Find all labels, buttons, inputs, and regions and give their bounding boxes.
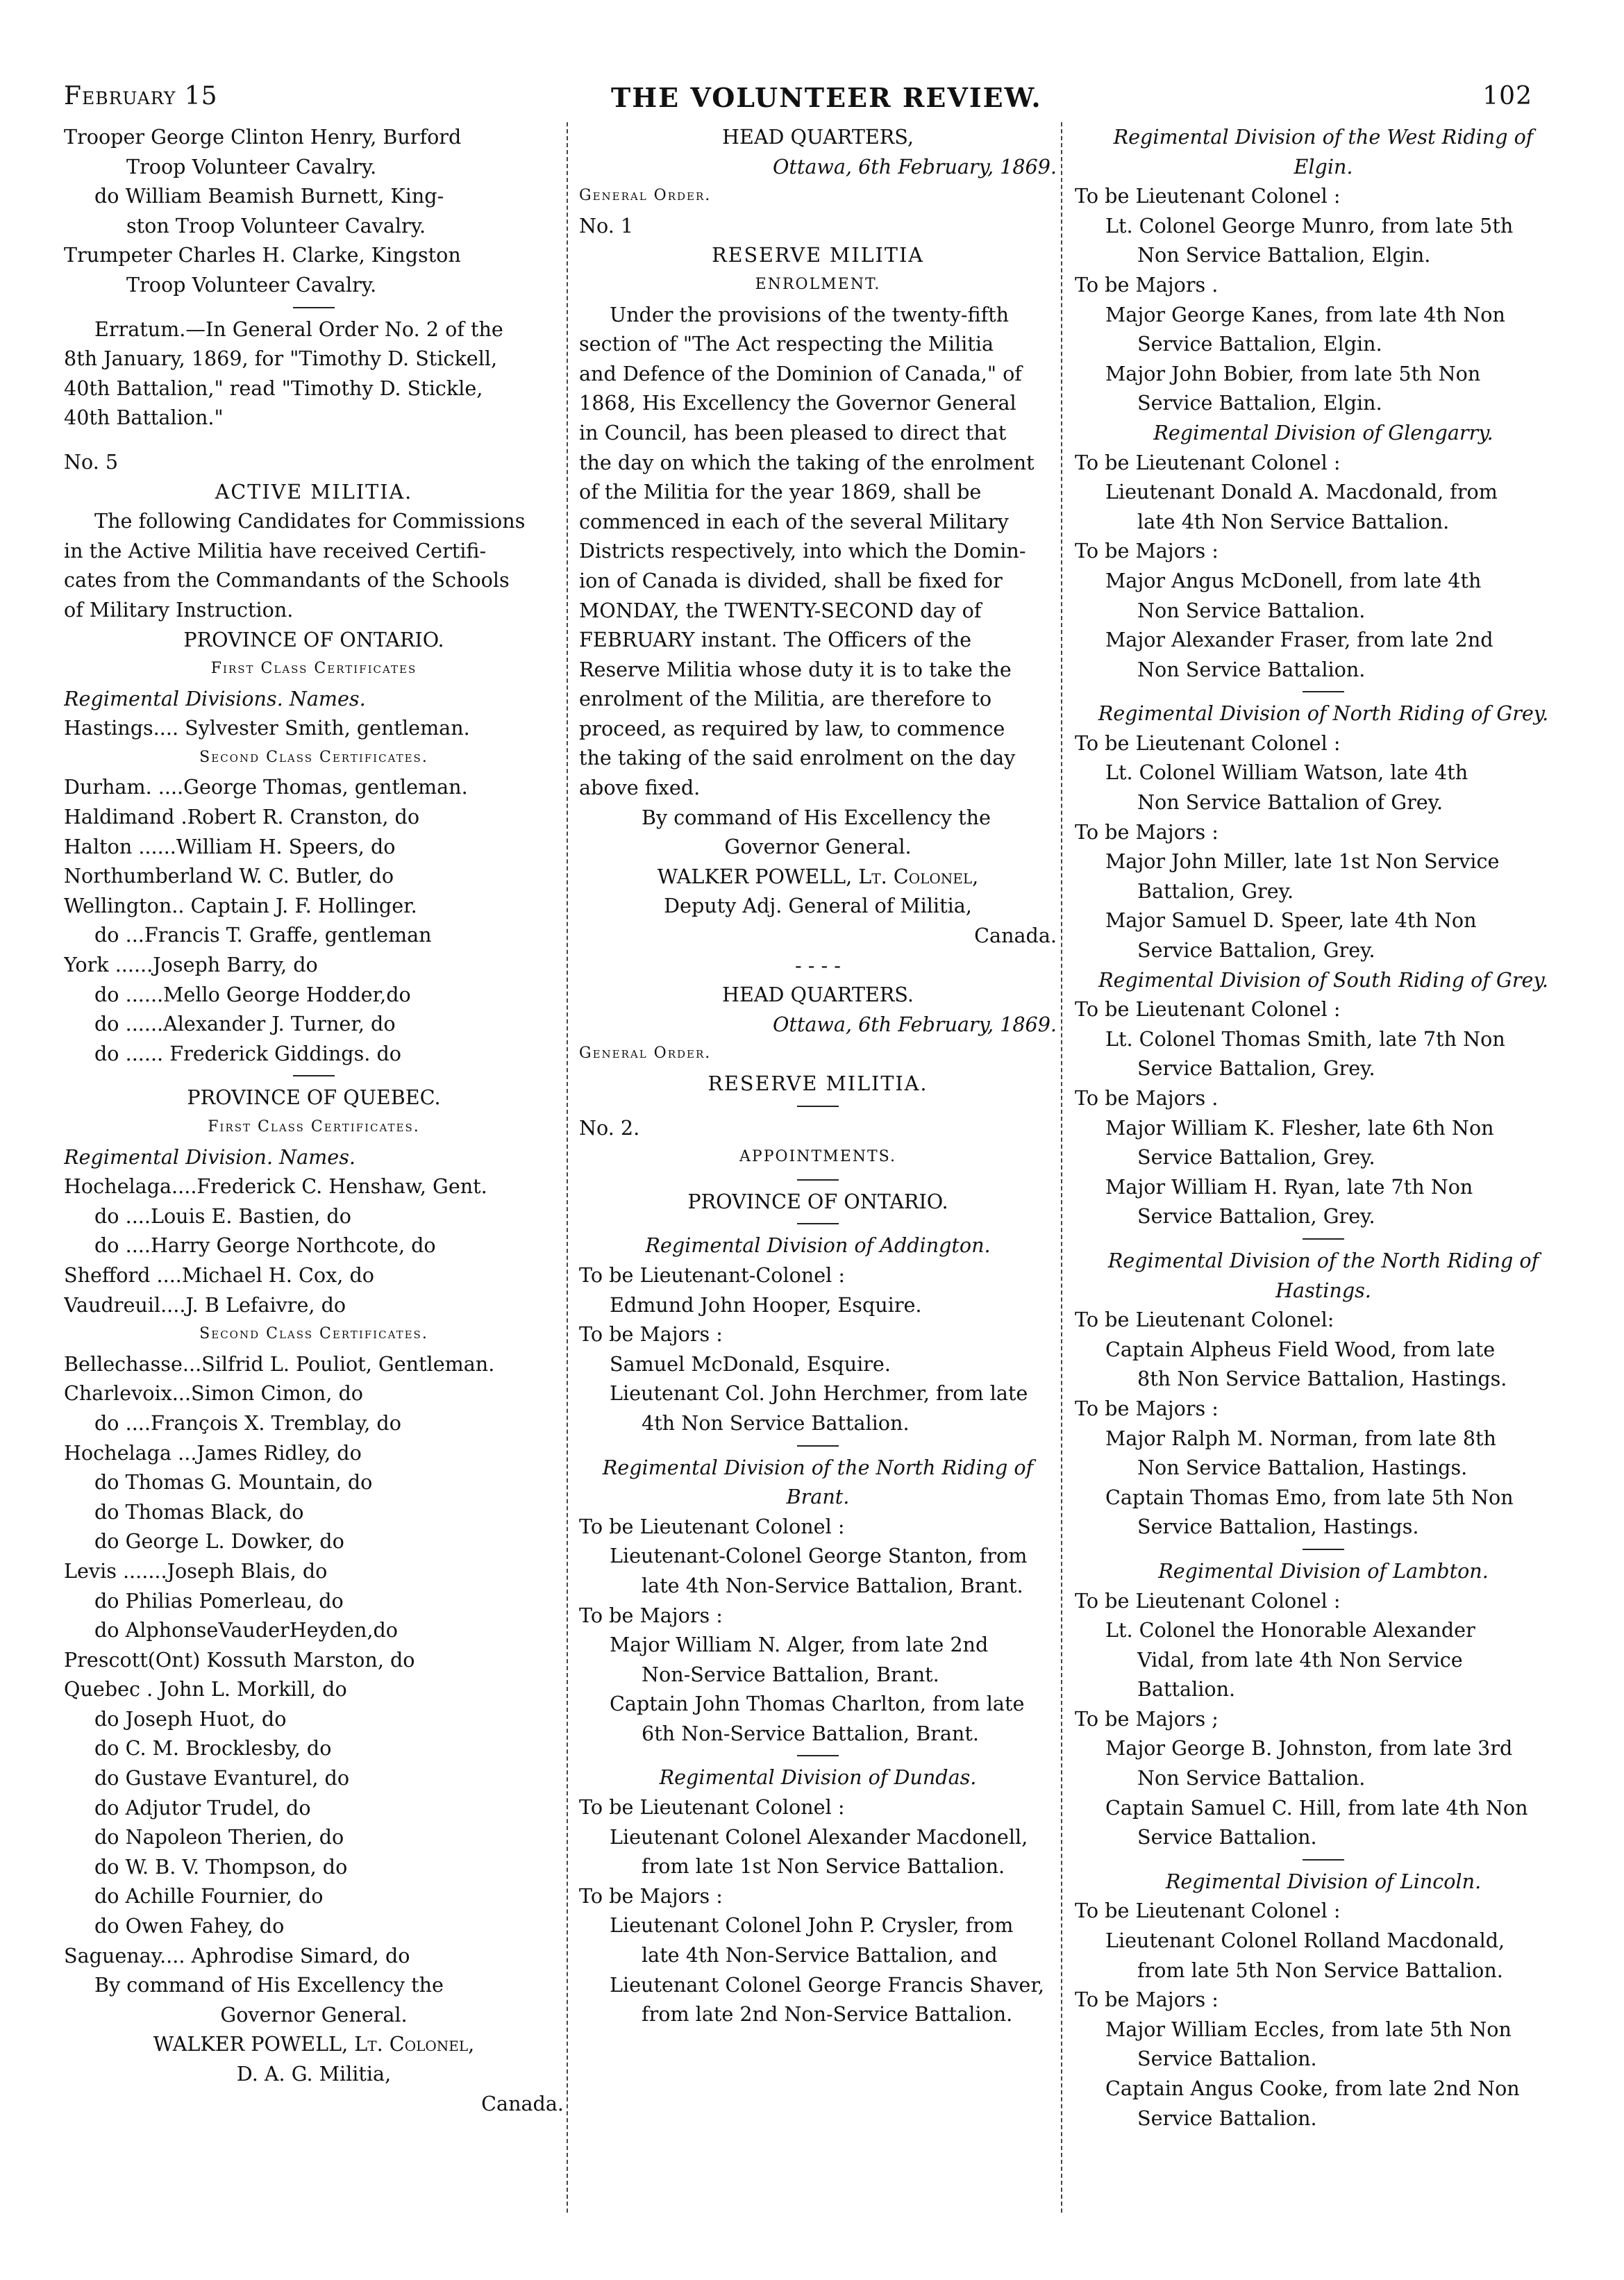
text-line: Reserve Militia whose duty it is to take the — [579, 657, 1012, 681]
table-row: Shefford ....Michael H. Cox, do — [64, 1263, 374, 1287]
section-rule — [579, 1438, 1057, 1453]
header-date: February 15 — [64, 82, 218, 110]
dash-separator: - - - - — [795, 953, 841, 977]
table-row: do George L. Dowker, do — [94, 1529, 344, 1554]
signature-line: By command of His Excellency the — [94, 1973, 444, 1997]
division-heading: Regimental Division of the North Riding of — [1107, 1248, 1539, 1272]
division-heading: Regimental Division of the North Riding of — [602, 1455, 1034, 1479]
column-middle — [579, 122, 1057, 2029]
table-row: Bellechasse...Silfrid L. Pouliot, Gentleman. — [64, 1351, 495, 1376]
text-line: in Council, has been pleased to direct that — [579, 420, 1007, 444]
dateline: Ottawa, 6th February, 1869. — [772, 154, 1057, 178]
certificate-heading: First Class Certificates — [210, 660, 417, 678]
table-row: do Thomas G. Mountain, do — [94, 1470, 373, 1495]
text-line: Major John Bobier, from late 5th Non — [1105, 361, 1481, 385]
text-line: Non Service Battalion. — [1137, 598, 1366, 622]
text-line: Major George B. Johnston, from late 3rd — [1105, 1736, 1513, 1761]
table-row: Hochelaga ...James Ridley, do — [64, 1440, 362, 1465]
table-row: Levis .......Joseph Blais, do — [64, 1558, 328, 1583]
text-line: To be Majors ; — [1075, 1706, 1219, 1731]
section-rule — [579, 1172, 1057, 1187]
text-line: 8th January, 1869, for "Timothy D. Stickell, — [64, 347, 498, 371]
section-heading: RESERVE MILITIA. — [708, 1072, 928, 1095]
division-heading: Regimental Division of North Riding of Grey. — [1098, 701, 1549, 726]
table-row: Vaudreuil....J. B Lefaivre, do — [64, 1292, 346, 1317]
text-line: Service Battalion, Grey. — [1137, 938, 1375, 963]
table-row: do ...... Frederick Giddings. do — [94, 1041, 401, 1065]
text-line: Service Battalion, Elgin. — [1137, 391, 1382, 415]
text-line: Service Battalion, Hastings. — [1137, 1515, 1419, 1539]
text-line: Lt. Colonel William Watson, late 4th — [1105, 760, 1468, 785]
text-line: Major William N. Alger, from late 2nd — [610, 1633, 989, 1657]
text-line: Trumpeter Charles H. Clarke, Kingston — [64, 243, 461, 267]
signature-line: By command of His Excellency the — [642, 805, 991, 829]
text-line: Major George Kanes, from late 4th Non — [1105, 302, 1505, 326]
section-rule — [64, 1068, 564, 1083]
subheading: APPOINTMENTS. — [739, 1148, 896, 1166]
division-heading: Regimental Division of the West Riding of — [1113, 125, 1534, 149]
text-line: from late 5th Non Service Battalion. — [1137, 1958, 1503, 1982]
signature-name: WALKER POWELL, Lt. Colonel, — [153, 2032, 475, 2056]
text-line: 1868, His Excellency the Governor General — [579, 391, 1016, 415]
text-line: Service Battalion, Grey. — [1137, 1056, 1375, 1081]
text-line: Non Service Battalion, Hastings. — [1137, 1456, 1468, 1480]
text-line: Lieutenant Colonel Alexander Macdonell, — [610, 1824, 1028, 1849]
text-line: Districts respectively, into which the Domin- — [579, 539, 1026, 563]
order-number: No. 2. — [579, 1115, 640, 1140]
table-row: Saguenay.... Aphrodise Simard, do — [64, 1943, 410, 1967]
order-number: No. 5 — [64, 449, 119, 474]
table-row: do Joseph Huot, do — [94, 1706, 287, 1731]
text-line: Major Angus McDonell, from late 4th — [1105, 568, 1482, 592]
masthead-title: THE VOLUNTEER REVIEW. — [611, 82, 1042, 113]
text-line: Service Battalion, Grey. — [1137, 1204, 1375, 1229]
division-heading: Regimental Division of Lincoln. — [1165, 1869, 1482, 1893]
text-line: Service Battalion. — [1137, 2106, 1317, 2130]
table-row: do Achille Fournier, do — [94, 1884, 324, 1908]
general-order-label: General Order. — [579, 187, 712, 205]
text-line: To be Lieutenant Colonel : — [1075, 731, 1341, 755]
section-heading: HEAD QUARTERS, — [722, 125, 914, 149]
text-line: Service Battalion, Grey. — [1137, 1145, 1375, 1170]
table-row: Prescott(Ont) Kossuth Marston, do — [64, 1647, 415, 1672]
certificate-heading: Second Class Certificates. — [199, 1325, 428, 1343]
table-row: do Adjutor Trudel, do — [94, 1795, 311, 1820]
division-heading: Regimental Division of Glengarry. — [1153, 420, 1493, 444]
text-line: and Defence of the Dominion of Canada," of — [579, 361, 1022, 385]
text-line: from late 2nd Non-Service Battalion. — [642, 2002, 1013, 2027]
text-line: Lieutenant Donald A. Macdonald, from — [1105, 480, 1498, 504]
text-line: late 4th Non Service Battalion. — [1137, 509, 1450, 533]
table-row: Charlevoix...Simon Cimon, do — [64, 1381, 364, 1406]
text-line: Major Alexander Fraser, from late 2nd — [1105, 628, 1493, 652]
table-row: Durham. ....George Thomas, gentleman. — [64, 775, 468, 799]
text-line: Lieutenant Colonel John P. Crysler, from — [610, 1913, 1014, 1938]
text-line: Edmund John Hooper, Esquire. — [610, 1292, 922, 1317]
text-line: Captain Alpheus Field Wood, from late — [1105, 1337, 1496, 1361]
text-line: late 4th Non-Service Battalion, and — [642, 1943, 998, 1967]
text-line: The following Candidates for Commissions — [94, 509, 526, 533]
text-line: To be Lieutenant Colonel : — [1075, 997, 1341, 1022]
text-line: Captain John Thomas Charlton, from late — [610, 1692, 1025, 1716]
text-line: Service Battalion. — [1137, 1825, 1317, 1849]
division-heading: Regimental Division of Addington. — [645, 1233, 991, 1258]
text-line: Lt. Colonel Thomas Smith, late 7th Non — [1105, 1026, 1505, 1051]
text-line: Major William K. Flesher, late 6th Non — [1105, 1115, 1494, 1140]
table-row: do Gustave Evanturel, do — [94, 1766, 350, 1790]
text-line: MONDAY, the TWENTY-SECOND day of — [579, 598, 982, 622]
text-line: Service Battalion, Elgin. — [1137, 332, 1382, 356]
text-line: To be Majors : — [579, 1603, 723, 1627]
text-line: To be Lieutenant Colonel : — [1075, 450, 1341, 474]
certificate-heading: Second Class Certificates. — [199, 748, 428, 766]
text-line: Lt. Colonel George Munro, from late 5th — [1105, 213, 1514, 238]
text-line: commenced in each of the several Military — [579, 509, 1009, 533]
table-row: Quebec . John L. Morkill, do — [64, 1677, 347, 1701]
table-row: Hochelaga....Frederick C. Henshaw, Gent. — [64, 1174, 487, 1199]
text-line: Captain Angus Cooke, from late 2nd Non — [1105, 2077, 1520, 2100]
general-order-label: General Order. — [579, 1045, 712, 1063]
division-heading: Elgin. — [1294, 154, 1353, 178]
text-line: Lieutenant-Colonel George Stanton, from — [610, 1544, 1028, 1568]
table-row: do C. M. Brocklesby, do — [94, 1736, 332, 1761]
section-rule — [1075, 1542, 1572, 1556]
table-row: Northumberland W. C. Butler, do — [64, 864, 394, 888]
text-line: Captain Samuel C. Hill, from late 4th Non — [1105, 1795, 1528, 1820]
section-rule — [64, 300, 564, 315]
table-header: Regimental Divisions. Names. — [64, 686, 366, 710]
text-line: To be Lieutenant-Colonel : — [579, 1263, 846, 1287]
text-line: above fixed. — [579, 776, 701, 800]
text-line: Service Battalion. — [1137, 2047, 1317, 2071]
text-line: Non Service Battalion, Elgin. — [1137, 243, 1431, 267]
text-line: 8th Non Service Battalion, Hastings. — [1137, 1367, 1507, 1391]
text-line: the day on which the taking of the enrolment — [579, 450, 1035, 474]
province-heading: PROVINCE OF QUEBEC. — [187, 1085, 441, 1110]
table-row: do Thomas Black, do — [94, 1499, 304, 1524]
certificate-heading: First Class Certificates. — [208, 1118, 420, 1135]
text-line: Lieutenant Colonel Rolland Macdonald, — [1105, 1929, 1505, 1953]
text-line: 6th Non-Service Battalion, Brant. — [642, 1721, 979, 1745]
text-line: Troop Volunteer Cavalry. — [126, 272, 377, 297]
text-line: To be Majors : — [579, 1883, 723, 1908]
section-heading: ACTIVE MILITIA. — [215, 479, 413, 504]
text-line: of Military Instruction. — [64, 597, 294, 622]
table-row: do Philias Pomerleau, do — [94, 1588, 344, 1613]
page-number: 102 — [1482, 82, 1532, 110]
table-row: do Owen Fahey, do — [94, 1914, 285, 1938]
text-line: Non Service Battalion. — [1137, 1766, 1366, 1790]
text-line: cates from the Commandants of the Schools — [64, 568, 510, 592]
text-line: Samuel McDonald, Esquire. — [610, 1351, 891, 1376]
table-header: Regimental Division. Names. — [64, 1145, 355, 1169]
text-line: the taking of the said enrolment on the day — [579, 746, 1016, 770]
text-line: Major William H. Ryan, late 7th Non — [1105, 1174, 1473, 1199]
text-line: Lt. Colonel the Honorable Alexander — [1105, 1618, 1475, 1642]
text-line: Troop Volunteer Cavalry. — [126, 154, 377, 178]
section-heading: RESERVE MILITIA — [712, 243, 924, 267]
text-line: Vidal, from late 4th Non Service — [1137, 1647, 1463, 1672]
text-line: To be Lieutenant Colonel : — [579, 1514, 845, 1538]
table-row: do AlphonseVauderHeyden,do — [94, 1618, 398, 1642]
text-line: do William Beamish Burnett, King- — [94, 184, 444, 208]
section-rule — [579, 1216, 1057, 1231]
division-heading: Brant. — [786, 1485, 850, 1509]
text-line: Under the provisions of the twenty-fifth — [610, 302, 1010, 326]
text-line: To be Majors : — [1075, 819, 1219, 844]
order-number: No. 1 — [579, 213, 634, 238]
table-row: do W. B. V. Thompson, do — [94, 1854, 348, 1879]
column-left — [64, 122, 564, 2118]
text-line: To be Lieutenant Colonel: — [1075, 1308, 1334, 1332]
text-line: Non Service Battalion of Grey. — [1137, 790, 1443, 815]
text-line: Non Service Battalion. — [1137, 657, 1366, 681]
province-heading: PROVINCE OF ONTARIO. — [687, 1189, 948, 1213]
signature-title: D. A. G. Militia, — [236, 2062, 392, 2086]
text-line: To be Lieutenant Colonel : — [1075, 1588, 1341, 1613]
text-line: ion of Canada is divided, shall be fixed for — [579, 568, 1003, 592]
text-line: late 4th Non-Service Battalion, Brant. — [642, 1573, 1023, 1597]
text-line: To be Majors . — [1075, 272, 1219, 297]
subheading: ENROLMENT. — [755, 275, 881, 293]
column-divider — [1061, 122, 1062, 2213]
text-line: of the Militia for the year 1869, shall be — [579, 480, 982, 504]
signature-line: Governor General. — [220, 2002, 408, 2027]
erratum-line: Erratum.—In General Order No. 2 of the — [94, 317, 503, 341]
table-row: Halton ......William H. Speers, do — [64, 834, 396, 858]
province-heading: PROVINCE OF ONTARIO. — [183, 627, 444, 651]
division-heading: Regimental Division of South Riding of Grey. — [1098, 967, 1548, 992]
division-heading: Hastings. — [1275, 1278, 1371, 1302]
column-right — [1075, 122, 1572, 2133]
section-rule — [1075, 684, 1572, 699]
text-line: To be Lieutenant Colonel : — [1075, 184, 1341, 208]
table-row: York ......Joseph Barry, do — [64, 953, 318, 977]
table-row: do Napoleon Therien, do — [94, 1825, 344, 1849]
dateline: Ottawa, 6th February, 1869. — [772, 1012, 1057, 1036]
text-line: Battalion. — [1137, 1677, 1236, 1701]
text-line: To be Majors : — [1075, 1988, 1219, 2012]
text-line: To be Majors : — [579, 1322, 723, 1347]
text-line: To be Majors : — [1075, 1396, 1219, 1420]
text-line: Major William Eccles, from late 5th Non — [1105, 2017, 1512, 2041]
signature-place: Canada. — [974, 924, 1057, 948]
text-line: section of "The Act respecting the Militia — [579, 332, 994, 356]
table-row: do ....François X. Tremblay, do — [94, 1411, 401, 1435]
signature-title: Deputy Adj. General of Militia, — [664, 894, 972, 918]
signature-place: Canada. — [481, 2091, 564, 2115]
text-line: Lieutenant Col. John Herchmer, from late — [610, 1381, 1028, 1406]
text-line: in the Active Militia have received Certifi- — [64, 538, 487, 563]
text-line: from late 1st Non Service Battalion. — [642, 1854, 1005, 1879]
text-line: enrolment of the Militia, are therefore to — [579, 687, 992, 711]
table-row: Hastings.... Sylvester Smith, gentleman. — [64, 716, 470, 740]
text-line: Battalion, Grey. — [1137, 879, 1294, 903]
table-row: do ....Harry George Northcote, do — [94, 1233, 436, 1258]
text-line: To be Majors : — [1075, 539, 1219, 563]
section-rule — [1075, 1852, 1572, 1867]
division-heading: Regimental Division of Dundas. — [659, 1765, 977, 1790]
signature-name: WALKER POWELL, Lt. Colonel, — [657, 864, 979, 888]
text-line: Major Samuel D. Speer, late 4th Non — [1105, 908, 1477, 933]
table-row: do ...Francis T. Graffe, gentleman — [94, 923, 432, 947]
text-line: Non-Service Battalion, Brant. — [642, 1662, 939, 1686]
table-row: do ....Louis E. Bastien, do — [94, 1204, 351, 1228]
table-row: Haldimand .Robert R. Cranston, do — [64, 805, 420, 829]
text-line: Lieutenant Colonel George Francis Shaver, — [610, 1972, 1044, 1997]
text-line: To be Majors . — [1075, 1086, 1219, 1110]
text-line: Major John Miller, late 1st Non Service — [1105, 849, 1500, 874]
text-line: Captain Thomas Emo, from late 5th Non — [1105, 1485, 1514, 1509]
text-line: Major Ralph M. Norman, from late 8th — [1105, 1426, 1496, 1450]
column-divider — [567, 122, 568, 2213]
table-row: do ......Alexander J. Turner, do — [94, 1012, 396, 1036]
text-line: To be Lieutenant Colonel : — [1075, 1899, 1341, 1923]
text-line: 40th Battalion," read "Timothy D. Stickle, — [64, 376, 483, 400]
text-line: 4th Non Service Battalion. — [642, 1411, 910, 1435]
section-rule — [579, 1099, 1057, 1113]
text-line: To be Lieutenant Colonel : — [579, 1795, 845, 1820]
text-line: Trooper George Clinton Henry, Burford — [64, 125, 462, 149]
section-rule — [579, 1748, 1057, 1763]
text-line: proceed, as required by law, to commence — [579, 716, 1005, 740]
text-line: FEBRUARY instant. The Officers of the — [579, 628, 972, 652]
section-heading: HEAD QUARTERS. — [722, 983, 914, 1007]
table-row: Wellington.. Captain J. F. Hollinger. — [64, 893, 417, 917]
text-line: ston Troop Volunteer Cavalry. — [126, 213, 426, 238]
section-rule — [1075, 1231, 1572, 1246]
table-row: do ......Mello George Hodder,do — [94, 982, 411, 1006]
division-heading: Regimental Division of Lambton. — [1158, 1558, 1489, 1583]
signature-line: Governor General. — [724, 835, 912, 859]
text-line: 40th Battalion." — [64, 406, 224, 430]
